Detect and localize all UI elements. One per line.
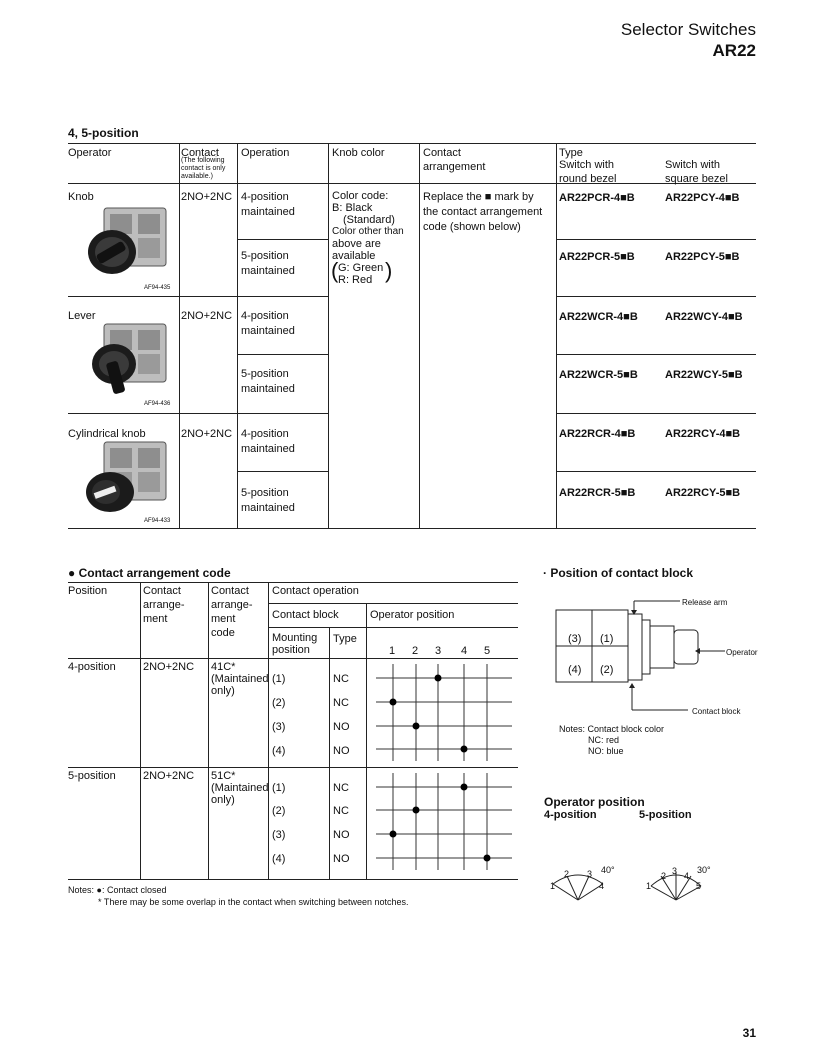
header-knob-color: Knob color — [332, 147, 385, 159]
contact-closed-dot — [435, 675, 442, 682]
contact-block-label: Contact block — [692, 707, 741, 716]
contact-cylindrical-knob: 2NO+2NC — [181, 428, 233, 440]
ac-header-type: Type — [333, 633, 357, 645]
op-pos-4: 4 — [461, 645, 468, 657]
ac-header-operator-position: Operator position — [370, 609, 455, 621]
op5-angle: 30° — [697, 865, 711, 875]
op5-num-4: 4 — [684, 871, 690, 881]
type-round-lever-5: AR22WCR-5■B — [559, 369, 638, 381]
ac-mount-4-4: (4) — [272, 745, 286, 757]
block-notes-nc: NC: red — [588, 735, 620, 745]
photo-code-lever: AF94-436 — [144, 401, 171, 407]
header-type: Type — [559, 147, 583, 159]
type-round-lever-4: AR22WCR-4■B — [559, 311, 638, 323]
ac-type-4-1: NC — [333, 673, 349, 685]
knob-color-above: above are — [332, 238, 381, 250]
contact-closed-dot — [461, 784, 468, 791]
operation-lever-5: 5-position maintained — [241, 368, 295, 395]
contact-grid-5-position — [366, 770, 516, 876]
ac-code-4: 41C* — [211, 661, 236, 673]
ac-pos-5: 5-position — [68, 770, 116, 782]
type-square-lever-5: AR22WCY-5■B — [665, 369, 743, 381]
operator-cylindrical-knob: Cylindrical knob — [68, 428, 146, 440]
ac-header-mounting: Mounting position — [272, 632, 318, 656]
release-arm-label: Release arm — [682, 598, 728, 607]
contact-knob: 2NO+2NC — [181, 191, 233, 203]
ac-pos-4: 4-position — [68, 661, 116, 673]
op5-num-1: 1 — [646, 881, 652, 891]
ac-code-note-5: (Maintained only) — [211, 782, 269, 806]
header-contact-note: (The following contact is only available.) — [181, 157, 226, 180]
contact-closed-dot — [413, 807, 420, 814]
ac-type-5-4: NO — [333, 853, 350, 865]
op-pos-2: 2 — [412, 645, 419, 657]
page-number: 31 — [742, 1026, 756, 1040]
ac-header-code: Contact arrange- ment code — [211, 585, 253, 639]
ac-mount-4-1: (1) — [272, 673, 286, 685]
ac-note-overlap: * There may be some overlap in the contact when switching between notches. — [98, 897, 409, 907]
ac-type-4-3: NO — [333, 721, 350, 733]
type-round-knob-5: AR22PCR-5■B — [559, 251, 635, 263]
block-pos-4: (4) — [568, 664, 582, 676]
contact-closed-dot — [413, 723, 420, 730]
operation-lever-4: 4-position maintained — [241, 310, 295, 337]
lever-switch-image — [82, 318, 172, 400]
block-notes-no: NO: blue — [588, 746, 624, 756]
op5-num-3: 3 — [672, 866, 678, 876]
op-pos-1: 1 — [389, 645, 396, 657]
section-title: 4, 5-position — [68, 126, 139, 140]
operation-knob-5: 5-position maintained — [241, 250, 295, 277]
knob-color-standard: (Standard) — [343, 214, 395, 226]
op4-angle: 40° — [601, 865, 615, 875]
ac-mount-5-1: (1) — [272, 782, 286, 794]
ac-code-note-4: (Maintained only) — [211, 673, 269, 697]
ac-mount-4-2: (2) — [272, 697, 286, 709]
contact-closed-dot — [461, 746, 468, 753]
document-title: Selector Switches — [620, 20, 756, 39]
op-pos-3: 3 — [435, 645, 442, 657]
type-round-cyl-5: AR22RCR-5■B — [559, 487, 636, 499]
type-round-cyl-4: AR22RCR-4■B — [559, 428, 636, 440]
ac-arr-4: 2NO+2NC — [143, 661, 195, 673]
op-pos-5: 5 — [484, 645, 491, 657]
header-contact-arrangement: Contact arrangement — [423, 147, 486, 173]
paren-open: ( — [331, 258, 339, 283]
ac-note-closed: Notes: ●: Contact closed — [68, 885, 167, 895]
type-round-knob-4: AR22PCR-4■B — [559, 192, 635, 204]
knob-color-available: available — [332, 250, 376, 262]
knob-color-red: R: Red — [338, 274, 373, 286]
ac-type-4-4: NO — [333, 745, 350, 757]
op5-num-2: 2 — [661, 871, 667, 881]
ac-mount-5-2: (2) — [272, 805, 286, 817]
arrangement-instruction: Replace the ■ mark by the contact arrangement code (shown below) — [423, 191, 543, 233]
ac-type-5-1: NC — [333, 782, 349, 794]
header-operator: Operator — [68, 147, 112, 159]
op4-num-1: 1 — [550, 881, 556, 891]
cylindrical-knob-switch-image — [82, 436, 172, 518]
ac-header-position: Position — [68, 585, 108, 597]
type-square-cyl-5: AR22RCY-5■B — [665, 487, 741, 499]
contact-closed-dot — [390, 699, 397, 706]
operation-knob-4: 4-position maintained — [241, 191, 295, 218]
ac-mount-4-3: (3) — [272, 721, 286, 733]
block-pos-3: (3) — [568, 633, 582, 645]
knob-color-other: Color other than — [332, 226, 404, 237]
ac-code-5: 51C* — [211, 770, 236, 782]
knob-color-green: G: Green — [338, 262, 384, 274]
contact-closed-dot — [484, 855, 491, 862]
ac-type-4-2: NC — [333, 697, 349, 709]
type-square-knob-5: AR22PCY-5■B — [665, 251, 740, 263]
ac-arr-5: 2NO+2NC — [143, 770, 195, 782]
operation-cyl-4: 4-position maintained — [241, 428, 295, 455]
block-pos-1: (1) — [600, 633, 614, 645]
photo-code-knob: AF94-435 — [144, 285, 171, 291]
ac-type-5-3: NO — [333, 829, 350, 841]
header-square-bezel: Switch with square bezel — [665, 159, 728, 185]
knob-color-black: B: Black — [332, 202, 373, 214]
operator-knob: Knob — [68, 191, 94, 203]
contact-block-position-title: · Position of contact block — [543, 566, 694, 580]
operator-position-title: Operator position — [544, 795, 645, 809]
ac-type-5-2: NC — [333, 805, 349, 817]
contact-grid-4-position — [366, 662, 516, 765]
header-round-bezel: Switch with round bezel — [559, 159, 617, 185]
ac-header-arrangement: Contact arrange- ment — [143, 585, 185, 625]
operator-label: Operator — [726, 648, 758, 657]
op4-num-2: 2 — [564, 869, 570, 879]
op4-num-3: 3 — [587, 869, 593, 879]
block-notes-title: Notes: Contact block color — [559, 724, 665, 734]
paren-close: ) — [385, 258, 393, 283]
type-square-cyl-4: AR22RCY-4■B — [665, 428, 741, 440]
ac-header-contact-block: Contact block — [272, 609, 339, 621]
op5-num-5: 5 — [696, 881, 702, 891]
ac-mount-5-3: (3) — [272, 829, 286, 841]
knob-switch-image — [82, 200, 172, 282]
ac-header-operation: Contact operation — [272, 585, 359, 597]
knob-color-code: Color code: — [332, 190, 389, 202]
ac-mount-5-4: (4) — [272, 853, 286, 865]
header-contact: Contact — [181, 147, 219, 159]
header-operation: Operation — [241, 147, 290, 159]
contact-closed-dot — [390, 831, 397, 838]
model-name: AR22 — [712, 41, 756, 60]
op-pos-4-label: 4-position — [544, 809, 597, 821]
type-square-lever-4: AR22WCY-4■B — [665, 311, 743, 323]
operator-lever: Lever — [68, 310, 96, 322]
type-square-knob-4: AR22PCY-4■B — [665, 192, 740, 204]
arrangement-code-title: ● Contact arrangement code — [68, 566, 231, 580]
block-pos-2: (2) — [600, 664, 614, 676]
contact-lever: 2NO+2NC — [181, 310, 233, 322]
op-pos-5-label: 5-position — [639, 809, 692, 821]
op4-num-4: 4 — [599, 881, 605, 891]
operation-cyl-5: 5-position maintained — [241, 487, 295, 514]
photo-code-cylindrical: AF94-433 — [144, 518, 171, 524]
